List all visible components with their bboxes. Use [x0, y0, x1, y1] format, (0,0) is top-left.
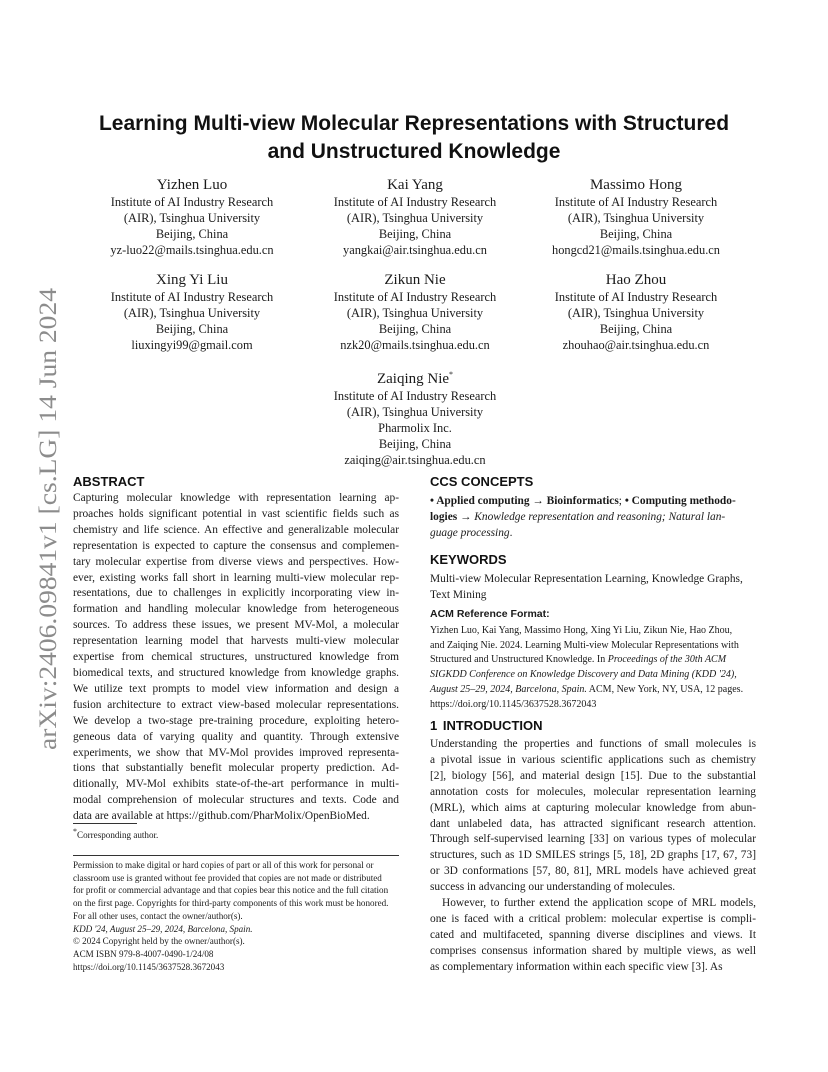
- text-line: tions that substantially benefit molecular property prediction. Ad-: [73, 762, 399, 775]
- author-block: [310, 175, 520, 258]
- author-affiliation: Institute of AI Industry Research: [333, 290, 497, 304]
- author-location: Beijing, China: [378, 437, 452, 451]
- text-line: We develop a two-stage pre-training procedure, exploiting hetero-: [73, 714, 399, 727]
- author-affiliation: (AIR), Tsinghua University: [567, 211, 705, 225]
- author-location: Beijing, China: [155, 227, 229, 241]
- author-affiliation: Institute of AI Industry Research: [110, 195, 274, 209]
- text-line: tary molecular expertise from diverse views and perspectives. How-: [73, 555, 399, 568]
- author-name: Massimo Hong: [589, 177, 683, 193]
- text-line: Through self-supervised learning [33] on various types of molecular: [430, 833, 756, 846]
- author-name: Zaiqing Nie*: [376, 370, 454, 387]
- author-block: [87, 175, 297, 258]
- text-line: Capturing molecular knowledge with representation learning ap-: [73, 492, 399, 504]
- author-affiliation: Institute of AI Industry Research: [333, 389, 497, 403]
- author-name: Xing Yi Liu: [156, 272, 228, 288]
- text-line: cated and multifaceted, spanning diverse disciplines and views. It: [430, 928, 756, 941]
- author-block: [310, 270, 520, 353]
- text-line: structures, such as 1D SMILES strings [5, 18], 2D graphs [17, 67, 73]: [430, 849, 756, 862]
- author-affiliation: Institute of AI Industry Research: [554, 290, 718, 304]
- author-affiliation: (AIR), Tsinghua University: [123, 211, 261, 225]
- text-line: sources. To address these issues, we present MV-Mol, a molecular: [73, 619, 399, 632]
- text-line: success in advancing our understanding of molecules.: [430, 881, 676, 894]
- author-location: Beijing, China: [378, 322, 452, 336]
- author-location: Beijing, China: [599, 322, 673, 336]
- author-affiliation: (AIR), Tsinghua University: [346, 211, 484, 225]
- text-line: ditionally, MV-Mol exhibits state-of-the-art performance in multi-: [73, 778, 399, 791]
- text-line: annotation costs for molecules, molecular representation learning: [430, 785, 756, 798]
- text-line: representation learning model that harvests multi-view molecular: [73, 635, 399, 648]
- author-name: Yizhen Luo: [156, 177, 228, 193]
- copyright-line: © 2024 Copyright held by the owner/author(s).: [73, 936, 245, 947]
- ccs-heading: CCS CONCEPTS: [430, 474, 534, 489]
- arxiv-stamp-text: arXiv:2406.09841v1 [cs.LG] 14 Jun 2024: [35, 330, 62, 750]
- author-name: Kai Yang: [387, 177, 443, 193]
- author-affiliation: (AIR), Tsinghua University: [346, 306, 484, 320]
- text-line: chemistry and life science. An effective and generalizable molecular: [73, 523, 399, 536]
- abstract-body: [73, 491, 399, 825]
- text-line: proaches holds significant potential in vast scientific fields such as: [73, 507, 399, 520]
- text-line: (MRL), which aims at capturing molecular knowledge from abun-: [430, 801, 756, 814]
- text-line: modal comprehension of molecular structures and texts. Code and: [73, 794, 399, 807]
- text-line: ever, existing works fall short in learning multi-view molecular rep-: [73, 571, 399, 584]
- text-line: Understanding the properties and functions of small molecules is: [430, 738, 756, 750]
- footnote-rule: [73, 823, 137, 824]
- ccs-body: • Applied computing → Bioinformatics; • Computing methodo- logies → Knowledge representation and reasoning; Natural lan- guage processing.: [430, 495, 736, 539]
- reference-heading: ACM Reference Format:: [430, 608, 550, 620]
- author-affiliation: Institute of AI Industry Research: [554, 195, 718, 209]
- author-email: nzk20@mails.tsinghua.edu.cn: [340, 338, 490, 352]
- author-email: liuxingyi99@gmail.com: [131, 338, 253, 352]
- text-line: data are available at https://github.com/PharMolix/OpenBioMed.: [73, 810, 370, 823]
- text-line: fusion architecture to extract view-based molecular representations.: [73, 698, 399, 711]
- title-line-1: Learning Multi-view Molecular Representations with Structured: [98, 112, 730, 135]
- arxiv-stamp: [14, 288, 74, 758]
- text-line: experiments, we show that MV-Mol provides improved representa-: [73, 746, 399, 759]
- author-block: [531, 270, 741, 353]
- author-email: yangkai@air.tsinghua.edu.cn: [343, 243, 487, 257]
- text-line: geneous data of varying quality and quantity. Through extensive: [73, 730, 399, 743]
- text-line: dant unlabeled data, has attracted significant research attention.: [430, 817, 756, 830]
- text-line: resentations, due to challenges in explicitly incorporating view in-: [73, 587, 399, 600]
- reference-body: Yizhen Luo, Kai Yang, Massimo Hong, Xing Yi Liu, Zikun Nie, Hao Zhou, and Zaiqing Nie. 2024. Learning Multi-view Molecular Representations with Structured and Unstructured Knowledge. In Proceedings of the 30th ACM SIGKDD Conference on Knowledge Discovery and Data Mining (KDD '24), August 25–29, 2024, Barcelona, Spain. ACM, New York, NY, USA, 12 pages. https://doi.org/10.1145/3637528.3672043: [430, 625, 744, 710]
- author-affiliation: Pharmolix Inc.: [378, 421, 452, 435]
- text-line: or 3D conformations [57, 80, 81], MRL models have achieved great: [430, 865, 756, 878]
- text-line: expertise from chemical structures, unstructured knowledge from: [73, 651, 399, 664]
- author-affiliation: (AIR), Tsinghua University: [567, 306, 705, 320]
- text-line: However, to further extend the application scope of MRL models,: [442, 897, 756, 910]
- doi-line: https://doi.org/10.1145/3637528.3672043: [73, 961, 225, 972]
- text-line: one is faced with a critical problem: molecular expertise is compli-: [430, 912, 756, 925]
- text-line: comprises consensus information shared by multiple views, as well: [430, 944, 756, 957]
- text-line: representation is expected to capture the consensus and complemen-: [73, 539, 399, 552]
- text-line: [2], biology [56], and material design [15]. Due to the substantial: [430, 769, 756, 782]
- isbn-line: ACM ISBN 979-8-4007-0490-1/24/08: [73, 948, 214, 959]
- author-block: [87, 270, 297, 353]
- author-block: [310, 365, 520, 468]
- intro-body: [430, 737, 756, 976]
- author-affiliation: (AIR), Tsinghua University: [123, 306, 261, 320]
- author-name: Hao Zhou: [605, 272, 667, 288]
- permission-block: Permission to make digital or hard copies of part or all of this work for personal or classroom use is granted without fee provided that copies are not made or distributed for profit or commercial advantage and that copies bear this notice and the full citation on the first page. Copyrights for third-party components of this work must be honored. For all other uses, contact the owner/author(s). KDD '24, August 25–29, 2024, Barcelona, Spain. © 2024 Copyright held by the owner/author(s). ACM ISBN 979-8-4007-0490-1/24/08 https://doi.org/10.1145/3637528.3672043: [73, 860, 389, 972]
- text-line: as complementary information within each specific view [3]. As: [430, 960, 723, 973]
- author-location: Beijing, China: [155, 322, 229, 336]
- title-line-2: and Unstructured Knowledge: [267, 140, 561, 163]
- conference-line: KDD '24, August 25–29, 2024, Barcelona, Spain.: [73, 923, 253, 934]
- abstract-heading: ABSTRACT: [73, 474, 145, 489]
- author-affiliation: (AIR), Tsinghua University: [346, 405, 484, 419]
- intro-heading: 1 INTRODUCTION: [430, 718, 543, 733]
- text-line: biomedical texts, and structured knowledge from knowledge graphs.: [73, 666, 399, 679]
- author-email: hongcd21@mails.tsinghua.edu.cn: [552, 243, 720, 257]
- author-email: yz-luo22@mails.tsinghua.edu.cn: [110, 243, 274, 257]
- author-location: Beijing, China: [378, 227, 452, 241]
- keywords-heading: KEYWORDS: [430, 552, 507, 567]
- keywords-body: Multi-view Molecular Representation Learning, Knowledge Graphs, Text Mining: [430, 573, 743, 601]
- author-location: Beijing, China: [599, 227, 673, 241]
- author-block: [531, 175, 741, 258]
- text-line: formation and handling molecular knowledge from heterogeneous: [73, 603, 399, 616]
- text-line: a pivotal issue in various scientific applications such as chemistry: [430, 753, 756, 766]
- author-name: Zikun Nie: [384, 272, 446, 288]
- permission-rule: [73, 855, 399, 856]
- author-affiliation: Institute of AI Industry Research: [110, 290, 274, 304]
- author-email: zaiqing@air.tsinghua.edu.cn: [344, 453, 486, 467]
- author-affiliation: Institute of AI Industry Research: [333, 195, 497, 209]
- text-line: We utilize text prompts to model view information and design a: [73, 682, 399, 695]
- corresponding-mark: *: [449, 370, 454, 379]
- paper-title: [60, 110, 768, 166]
- author-email: zhouhao@air.tsinghua.edu.cn: [562, 338, 710, 352]
- corresponding-footnote: *Corresponding author.: [73, 827, 159, 841]
